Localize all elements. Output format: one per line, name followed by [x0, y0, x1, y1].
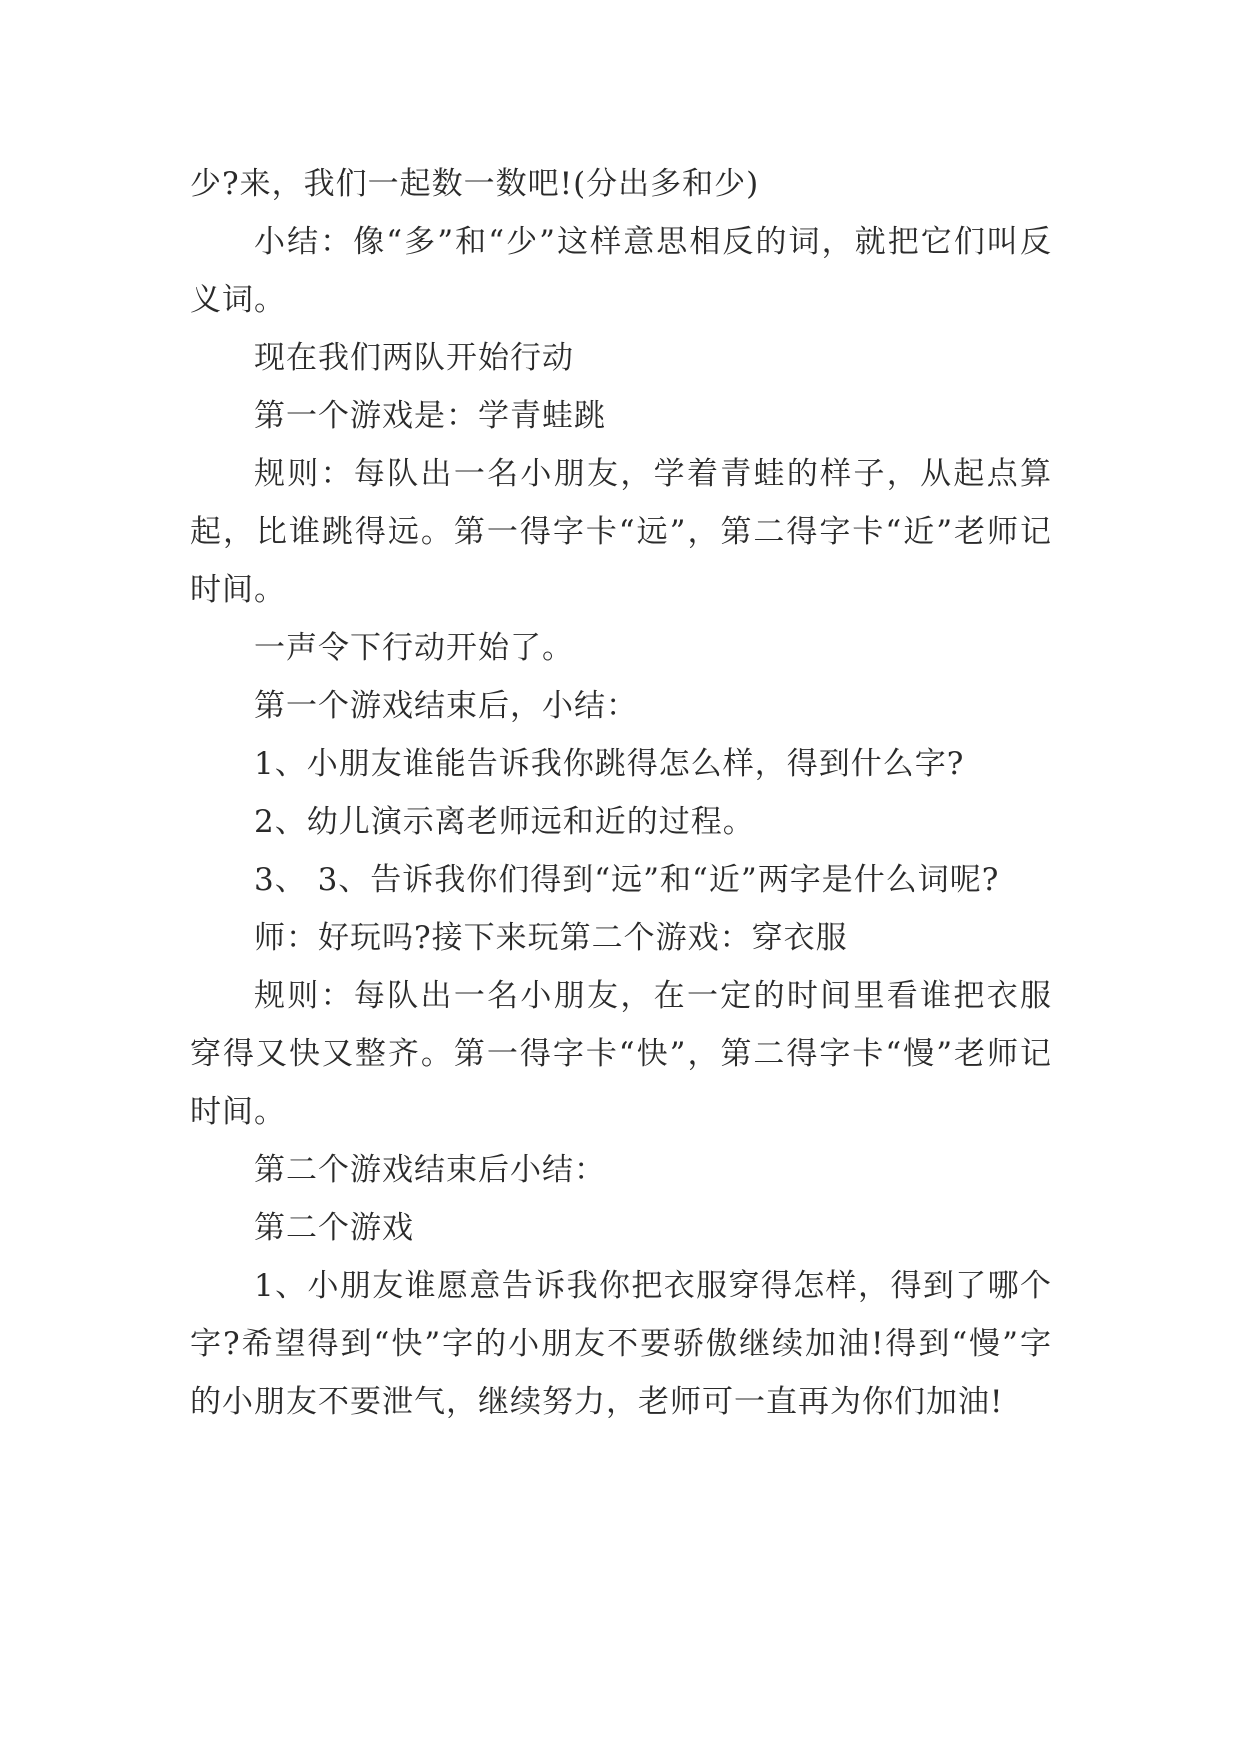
paragraph-6: 一声令下行动开始了。 [254, 630, 574, 666]
document-body [190, 155, 1052, 1431]
paragraph-12: 规则：每队出一名小朋友，在一定的时间里看谁把衣服穿得又快又整齐。第一得字卡“快”，第二得字卡“慢”老师记时间。 [190, 978, 1052, 1130]
paragraph-2: 小结：像“多”和“少”这样意思相反的词，就把它们叫反义词。 [190, 224, 1052, 318]
paragraph-14: 第二个游戏 [254, 1210, 414, 1246]
paragraph-4: 第一个游戏是：学青蛙跳 [254, 398, 606, 434]
paragraph-9: 2、幼儿演示离老师远和近的过程。 [254, 804, 755, 840]
paragraph-1: 少?来，我们一起数一数吧!(分出多和少) [190, 166, 760, 202]
paragraph-15: 1、小朋友谁愿意告诉我你把衣服穿得怎样，得到了哪个字?希望得到“快”字的小朋友不要骄傲继续加油!得到“慢”字的小朋友不要泄气，继续努力，老师可一直再为你们加油! [190, 1268, 1052, 1420]
paragraph-13: 第二个游戏结束后小结： [254, 1152, 606, 1188]
paragraph-7: 第一个游戏结束后，小结： [254, 688, 638, 724]
paragraph-5: 规则：每队出一名小朋友，学着青蛙的样子，从起点算起，比谁跳得远。第一得字卡“远”，第二得字卡“近”老师记时间。 [190, 456, 1052, 608]
paragraph-8: 1、小朋友谁能告诉我你跳得怎么样，得到什么字? [254, 746, 965, 782]
paragraph-11: 师：好玩吗?接下来玩第二个游戏：穿衣服 [254, 920, 848, 956]
paragraph-3: 现在我们两队开始行动 [254, 340, 574, 376]
paragraph-10: 3、 3、告诉我你们得到“远”和“近”两字是什么词呢? [254, 862, 1000, 898]
